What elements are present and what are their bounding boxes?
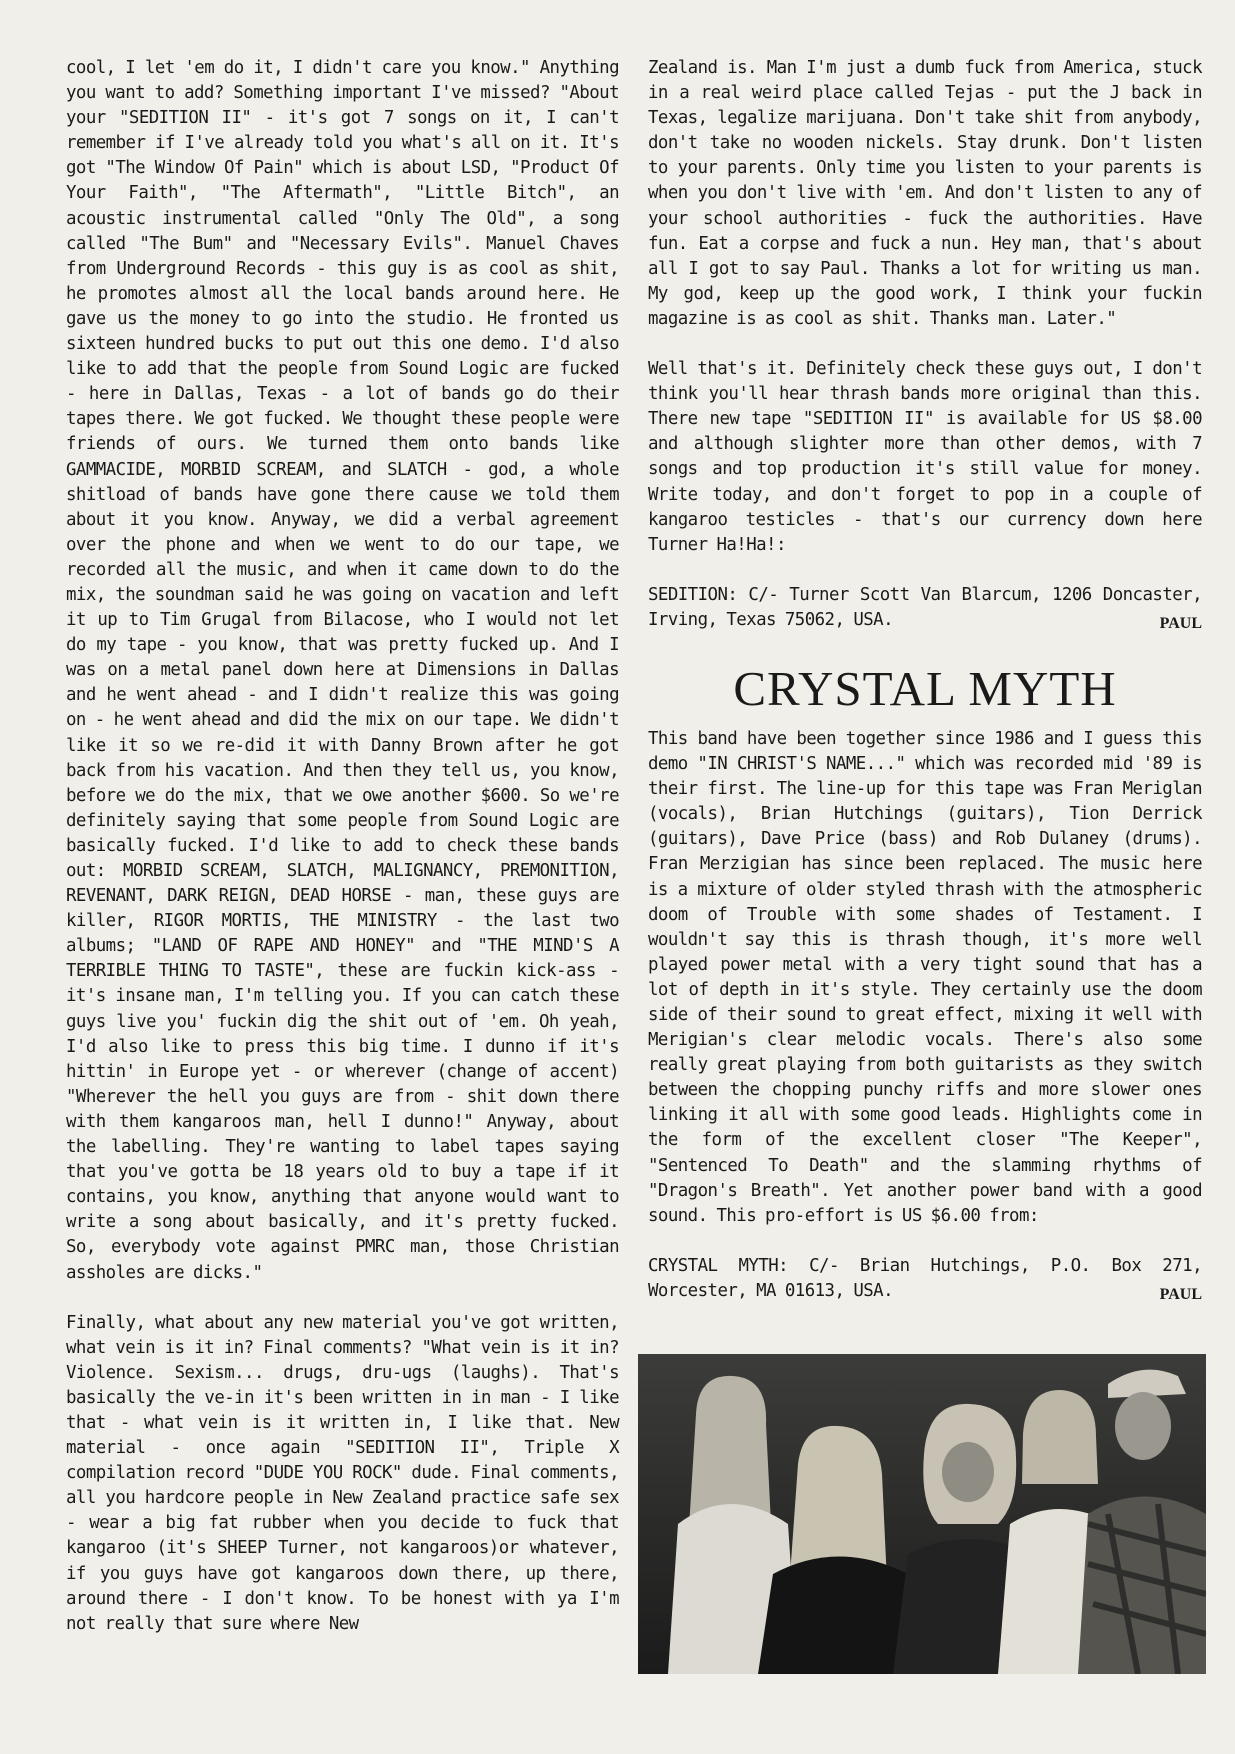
crystal-myth-contact: CRYSTAL MYTH: C/- Brian Hutchings, P.O. Box 271, Worcester, MA 01613, USA. — [648, 1255, 1202, 1301]
sedition-contact-block — [648, 583, 1202, 633]
crystal-myth-headline: CRYSTAL MYTH — [733, 660, 1117, 716]
sedition-summary-paragraph: Well that's it. Definitely check these guys out, I don't think you'll hear thrash bands more original than this. There new tape "SEDITION II" is available for US $8.00 and although slighter more than other demos, with 7 songs and top production it's still value for money. Write today, and don't forget to pop in a couple of kangaroo testicles - that's our currency down here Turner Ha!Ha!: — [648, 359, 1202, 555]
band-photo — [638, 1354, 1206, 1674]
sedition-contact: SEDITION: C/- Turner Scott Van Blarcum, 1206 Doncaster, Irving, Texas 75062, USA. — [648, 584, 1202, 630]
crystal-myth-contact-block — [648, 1254, 1202, 1304]
interview-paragraph-1: cool, I let 'em do it, I didn't care you know." Anything you want to add? Something important I've missed? "About your "SEDITION II" - it's got 7 songs on it, I can't remember if I've already told you what's all on it. It's got "The Window Of Pain" which is about LSD, "Product Of Your Faith", "The Aftermath", "Little Bitch", an acoustic instrumental called "Only The Old", a song called "The Bum" and "Necessary Evils". Manuel Chaves from Underground Records - this guy is as cool as shit, he promotes almost all the local bands around here. He gave us the money to go into the studio. He fronted us sixteen hundred bucks to put out this one demo. I'd also like to add that the people from Sound Logic are fucked - here in Dallas, Texas - a lot of bands go do their tapes there. We got fucked. We thought these people were friends of ours. We turned them onto bands like GAMMACIDE, MORBID SCREAM, and SLATCH - god, a whole shitload of bands have gone there cause we told them about it you know. Anyway, we did a verbal agreement over the phone and when we went to do our tape, we recorded all the music, and when it came down to do the mix, the soundman said he was going on vacation and left it up to Tim Grugal from Bilacose, who I would not let do my tape - you know, that was pretty fucked up. And I was on a metal panel down here at Dimensions in Dallas and he went ahead - and I didn't realize this was going on - he went ahead and did the mix on our tape. We didn't like it so we re-did it with Danny Brown after he got back from his vacation. And then they tell us, you know, before we do the mix, that we owe another $600. So we're definitely saying that some people from Sound Logic are basically fucked. I'd like to add to check these bands out: MORBID SCREAM, SLATCH, MALIGNANCY, PREMONITION, REVENANT, DARK REIGN, DEAD HORSE - man, these guys are killer, RIGOR MORTIS, THE MINISTRY - the last two albums; "LAND OF RAPE AND HONEY" and "THE MIND'S A TERRIBLE THING TO TASTE", these are fuckin kick-ass - it's insane man, I'm telling you. If you can catch these guys live you' fuckin dig the shit out of 'em. Oh yeah, I'd also like to press this big time. I dunno if it's hittin' in Europe yet - or wherever (change of accent) "Wherever the hell you guys are from - shit down there with them kangaroos man, hell I dunno!" Anyway, about the labelling. They're wanting to label tapes saying that you've gotta be 18 years old to buy a tape if it contains, you know, anything that anyone would want to write a song about basically, and it's pretty fucked. So, everybody vote against PMRC man, those Christian assholes are dicks." — [66, 58, 619, 1283]
interview-paragraph-2: Finally, what about any new material you've got written, what vein is it in? Final comments? "What vein is it in? Violence. Sexism... drugs, dru-ugs (laughs). That's basically the ve-in it's been written in in man - I like that - what vein is it written in, I like that. New material - once again "SEDITION II", Triple X compilation record "DUDE YOU ROCK" dude. Final comments, all you hardcore people in New Zealand practice safe sex - wear a big fat rubber when you decide to fuck that kangaroo (it's SHEEP Turner, not kangaroos)or whatever, if you guys have got kangaroos down there, up there, around there - I don't know. To be honest with ya I'm not really that sure where New — [66, 1312, 619, 1634]
crystal-myth-signature: PAUL — [1159, 1286, 1202, 1304]
sedition-signature: PAUL — [1159, 614, 1202, 632]
left-column — [66, 56, 619, 1637]
band-photo-icon — [638, 1354, 1206, 1674]
right-column — [648, 56, 1202, 1304]
crystal-myth-review: This band have been together since 1986 and I guess this demo "IN CHRIST'S NAME..." which was recorded mid '89 is their first. The line-up for this tape was Fran Meriglan (vocals), Brian Hutchings (guitars), Tion Derrick (guitars), Dave Price (bass) and Rob Dulaney (drums). Fran Merzigian has since been replaced. The music here is a mixture of older styled thrash with the atmospheric doom of Trouble with some shades of Testament. I wouldn't say this is thrash though, it's more well played power metal with a very tight sound that has a lot of depth in it's style. They certainly use the doom side of their sound to great effect, mixing it well with Merigian's clear melodic vocals. There's also some really great playing from both guitarists as they switch between the chopping punchy riffs and more slower ones linking it all with some good leads. Highlights come in the form of the excellent closer "The Keeper", "Sentenced To Death" and the slamming rhythms of "Dragon's Breath". Yet another power band with a good sound. This pro-effort is US $6.00 from: — [648, 728, 1202, 1226]
interview-closing-paragraph: Zealand is. Man I'm just a dumb fuck from America, stuck in a real weird place called Tejas - put the J back in Texas, legalize marijuana. Don't take shit from anybody, don't take no wooden nickels. Stay drunk. Don't listen to your parents. Only time you listen to your parents is when you don't live with 'em. And don't listen to any of your school authorities - fuck the authorities. Have fun. Eat a corpse and fuck a nun. Hey man, that's about all I got to say Paul. Thanks a lot for writing us man. My god, keep up the good work, I think your fuckin magazine is as cool as shit. Thanks man. Later." — [648, 58, 1202, 329]
